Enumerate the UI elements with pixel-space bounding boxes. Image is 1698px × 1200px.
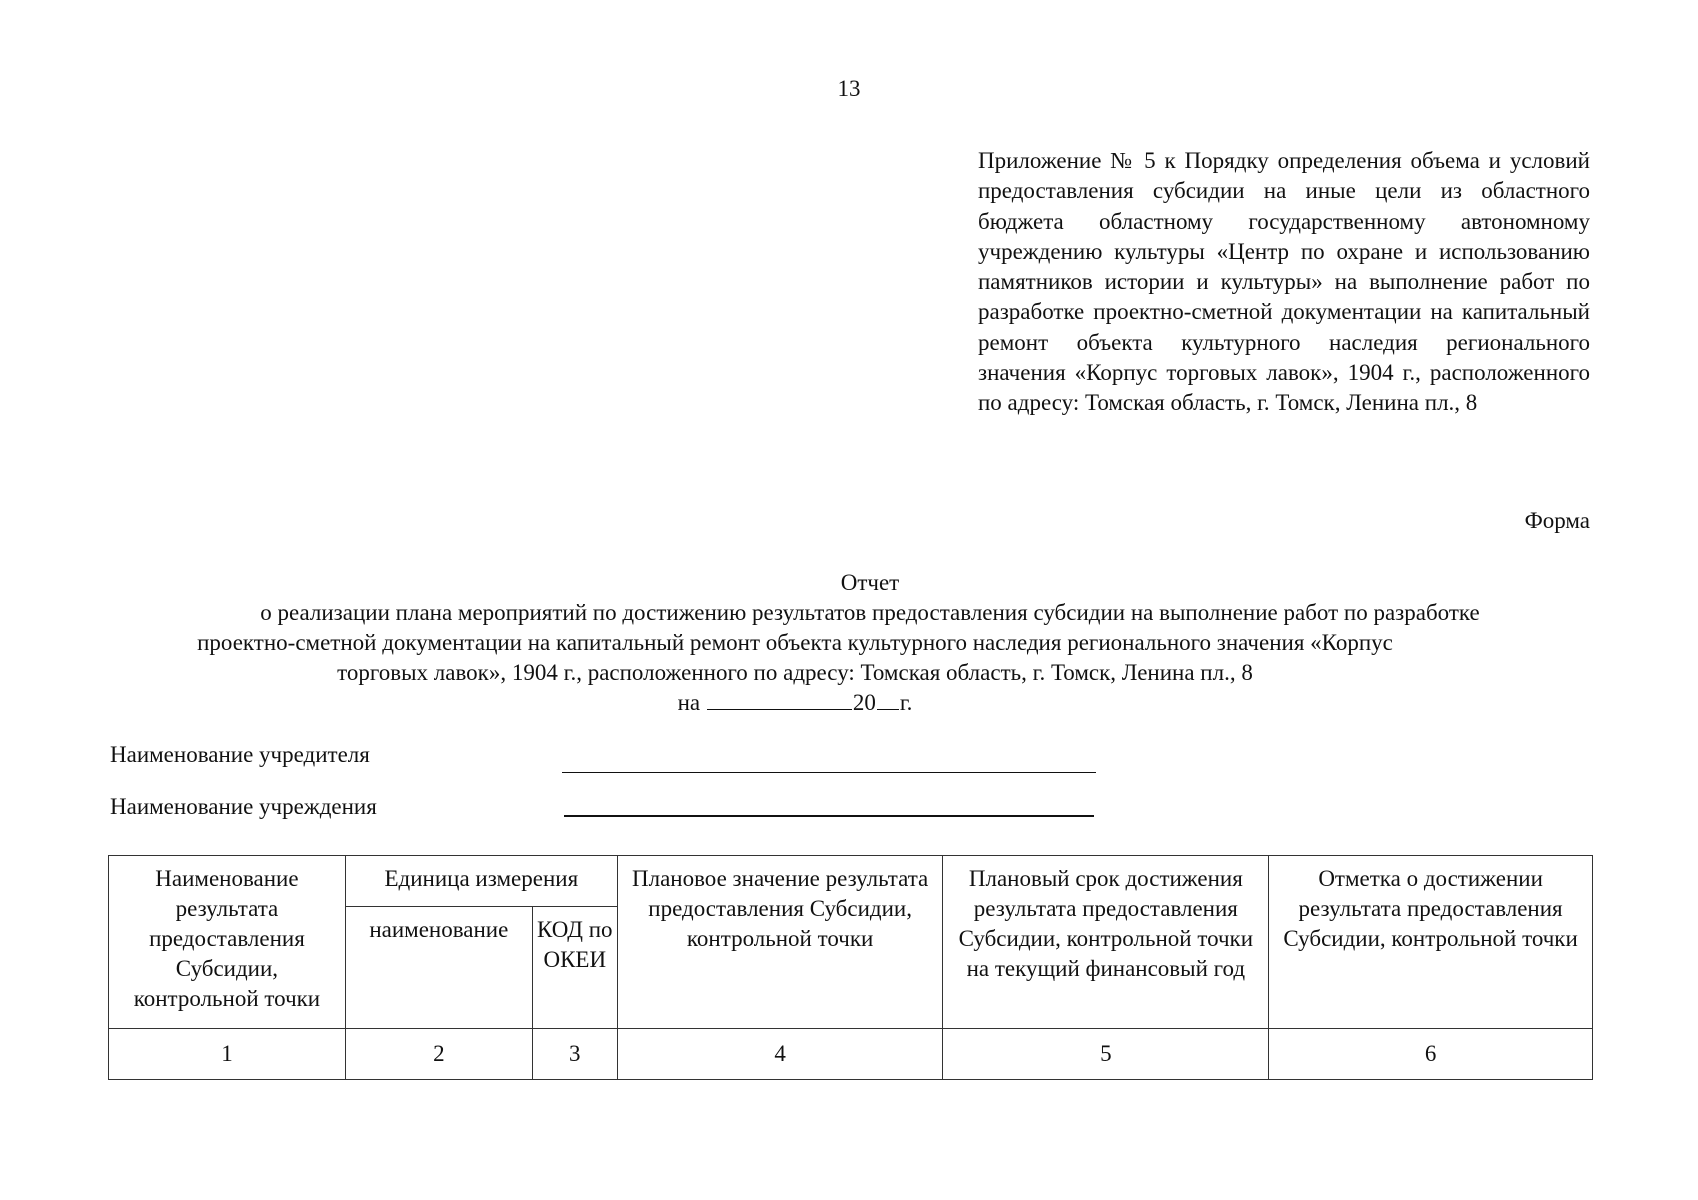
report-title-block <box>150 568 1590 718</box>
header-unit-code: КОД по ОКЕИ <box>532 907 617 1029</box>
column-number-2: 2 <box>345 1029 532 1080</box>
table-header-row <box>109 856 1593 907</box>
report-subtitle-line3: торговых лавок», 1904 г., расположенного по адресу: Томская область, г. Томск, Ленина пл., 8 <box>337 660 1253 685</box>
date-blank[interactable] <box>707 689 852 710</box>
institution-label: Наименование учреждения <box>110 794 377 819</box>
report-title: Отчет <box>840 570 900 595</box>
founder-label: Наименование учредителя <box>110 742 370 767</box>
header-result-name: Наименование результата предоставления Субсидии, контрольной точки <box>109 856 346 1029</box>
header-planned-date: Плановый срок достижения результата предоставления Субсидии, контрольной точки на текущий финансовый год <box>943 856 1269 1029</box>
form-label: Форма <box>1524 508 1590 533</box>
report-subtitle-line2: проектно-сметной документации на капитальный ремонт объекта культурного наследия регионального значения «Корпус <box>197 630 1393 655</box>
table-row <box>109 1029 1593 1080</box>
column-number-6: 6 <box>1269 1029 1593 1080</box>
institution-input-line[interactable] <box>564 815 1094 817</box>
year-blank[interactable] <box>877 689 899 710</box>
date-year-prefix: 20 <box>852 690 876 715</box>
header-unit-group: Единица измерения <box>345 856 617 907</box>
header-planned-value: Плановое значение результата предоставления Субсидии, контрольной точки <box>617 856 943 1029</box>
report-date-line <box>150 688 1590 718</box>
date-prefix: на <box>677 690 701 715</box>
page-number: 13 <box>837 76 861 101</box>
column-number-1: 1 <box>109 1029 346 1080</box>
column-number-5: 5 <box>943 1029 1269 1080</box>
date-suffix: г. <box>899 690 913 715</box>
column-number-3: 3 <box>532 1029 617 1080</box>
header-achievement-mark: Отметка о достижении результата предоставления Субсидии, контрольной точки <box>1269 856 1593 1029</box>
founder-input-line[interactable] <box>562 772 1096 773</box>
column-number-4: 4 <box>617 1029 943 1080</box>
report-subtitle-line1: о реализации плана мероприятий по достижению результатов предоставления субсидии на выполнение работ по разработке <box>260 600 1480 625</box>
header-unit-name: наименование <box>345 907 532 1029</box>
appendix-note: Приложение № 5 к Порядку определения объема и условий предоставления субсидии на иные цели из областного бюджета областному государственному автономному учреждению культуры «Центр по охране и использованию памятников истории и культуры» на выполнение работ по разработке проектно-сметной документации на капитальный ремонт объекта культурного наследия регионального значения «Корпус торговых лавок», 1904 г., расположенного по адресу: Томская область, г. Томск, Ленина пл., 8 <box>978 148 1590 416</box>
results-table <box>108 855 1593 1080</box>
